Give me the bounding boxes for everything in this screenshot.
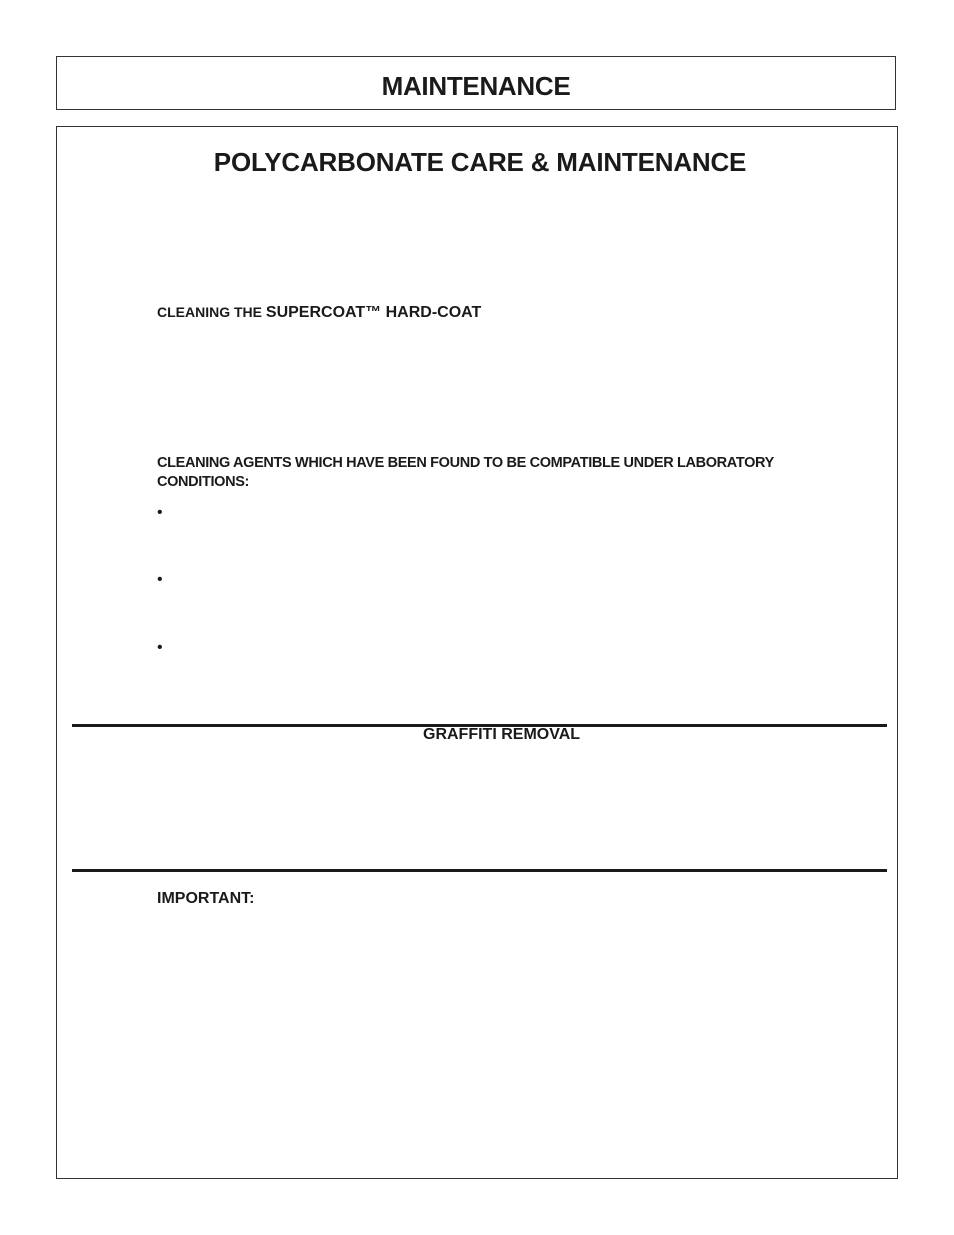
compatible-agents-heading: CLEANING AGENTS WHICH HAVE BEEN FOUND TO BE COMPATIBLE UNDER LABORATORY CONDITIONS: xyxy=(157,455,774,490)
cleaning-heading-prefix: CLEANING THE xyxy=(157,304,262,320)
bullet-marker-1: • xyxy=(157,504,163,521)
graffiti-bottom-divider xyxy=(72,869,887,872)
polycarbonate-content-box xyxy=(56,126,898,1179)
cleaning-supercoat-heading xyxy=(157,304,481,322)
graffiti-removal-heading: GRAFFITI REMOVAL xyxy=(423,726,581,743)
bullet-marker-2: • xyxy=(157,571,163,588)
cleaning-heading-suffix: SUPERCOAT™ HARD-COAT xyxy=(265,304,482,321)
maintenance-header-box xyxy=(56,56,896,110)
section-title: POLYCARBONATE CARE & MAINTENANCE xyxy=(213,147,747,177)
page-title: MAINTENANCE xyxy=(381,71,571,101)
bullet-marker-3: • xyxy=(157,639,163,656)
important-heading: IMPORTANT: xyxy=(157,890,255,907)
